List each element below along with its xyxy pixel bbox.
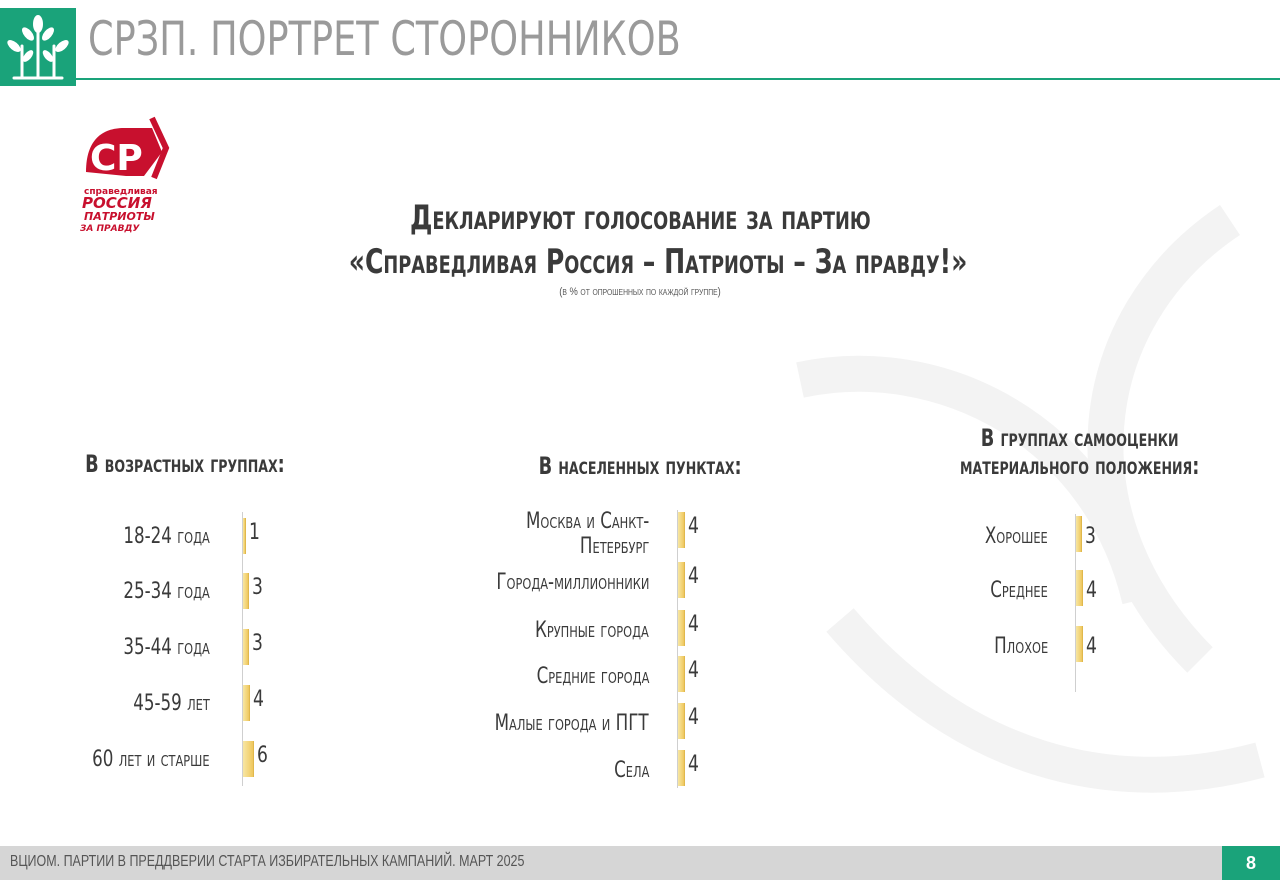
main-title-line2: «Справедливая Россия – Патриоты – За правду!» [348, 242, 968, 282]
bar [678, 656, 685, 692]
party-logo [74, 112, 174, 236]
bar [678, 610, 685, 646]
party-logo-line3: ПАТРИОТЫ [84, 210, 155, 223]
bar [678, 703, 685, 739]
bar [243, 685, 250, 721]
header-logo [0, 8, 76, 86]
bar-value-label: 4 [688, 705, 700, 730]
bar-value-label: 4 [688, 658, 700, 683]
chart-axis-line [677, 510, 678, 788]
bar-value-label: 4 [688, 752, 700, 777]
category-label: 18-24 года [123, 523, 210, 549]
bar-value-label: 4 [253, 687, 265, 712]
bar [678, 562, 685, 598]
bar-value-label: 4 [688, 514, 700, 539]
category-label: Города-миллионники [495, 569, 649, 595]
party-emblem-icon [74, 112, 174, 236]
bar-value-label: 4 [1086, 634, 1098, 659]
age-group-title: В возрастных группах: [85, 450, 285, 478]
tree-logo-icon [0, 8, 76, 86]
category-label: Малые города и ПГТ [495, 710, 649, 736]
bar-value-label: 3 [1084, 524, 1096, 549]
bar [1076, 626, 1083, 662]
bar [1076, 570, 1083, 606]
bar-value-label: 1 [248, 520, 260, 545]
bar-value-label: 3 [251, 631, 263, 656]
bar [243, 573, 249, 609]
party-logo-line1: справедливая [84, 187, 158, 197]
bar [678, 750, 685, 786]
category-label: 45-59 лет [133, 690, 210, 716]
bar-value-label: 4 [1086, 578, 1098, 603]
footer-text: ВЦИОМ. ПАРТИИ В ПРЕДДВЕРИИ СТАРТА ИЗБИРАТЕЛЬНЫХ КАМПАНИЙ. МАРТ 2025 [10, 853, 525, 870]
bar [1076, 516, 1082, 552]
wealth-group-title: В группах самооценки материального положения: [960, 424, 1200, 480]
bar [678, 512, 685, 548]
bar [243, 518, 246, 554]
main-title-line1: Декларируют голосование за партию [409, 198, 871, 238]
party-logo-line4: ЗА ПРАВДУ [80, 224, 140, 234]
bar [243, 741, 254, 777]
settlement-group-title: В населенных пунктах: [538, 452, 742, 480]
bar [243, 629, 249, 665]
category-label: 60 лет и старше [92, 746, 210, 772]
main-subtitle: (в % от опрошенных по каждой группе) [559, 286, 721, 298]
header-divider [76, 78, 1280, 80]
category-label: Села [613, 757, 649, 783]
category-label: Средние города [536, 663, 649, 689]
category-label: Москва и Санкт- Петербург [525, 509, 649, 559]
bar-value-label: 4 [688, 612, 700, 637]
category-label: 35-44 года [123, 634, 210, 660]
category-label: Хорошее [985, 523, 1048, 549]
bar-value-label: 3 [251, 575, 263, 600]
category-label: Среднее [990, 577, 1048, 603]
page-header-title: СРЗП. ПОРТРЕТ СТОРОННИКОВ [88, 12, 681, 67]
bar-value-label: 6 [256, 743, 268, 768]
category-label: 25-34 года [123, 578, 210, 604]
category-label: Крупные города [535, 617, 649, 643]
category-label: Плохое [993, 633, 1048, 659]
bar-value-label: 4 [688, 564, 700, 589]
party-mark: СР [90, 138, 143, 179]
page-number: 8 [1222, 846, 1280, 880]
party-logo-line2: РОССИЯ [82, 194, 152, 212]
